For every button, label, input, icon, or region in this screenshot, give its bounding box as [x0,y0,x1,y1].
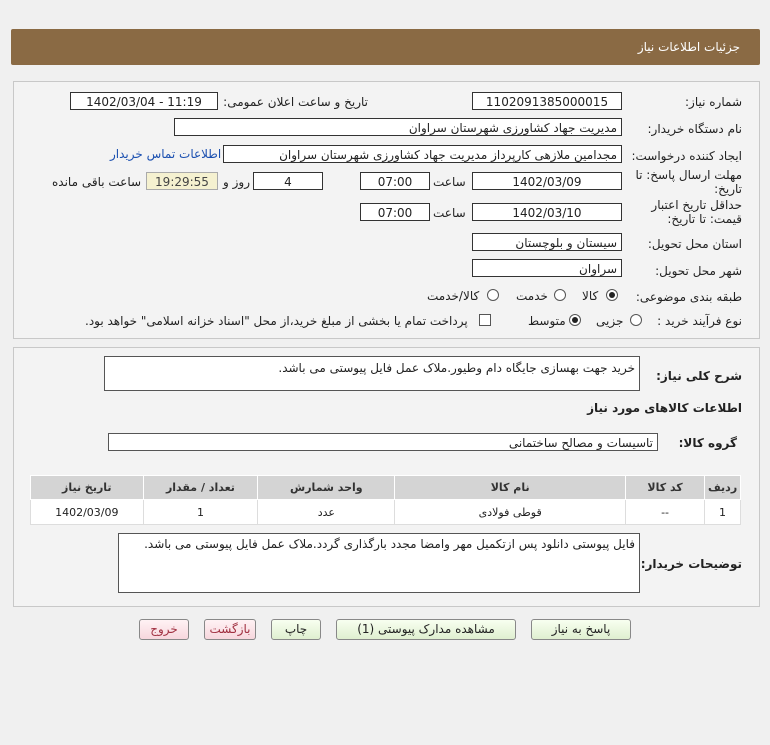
category-radio-goods[interactable] [606,289,618,301]
summary-label: شرح کلی نیاز: [656,369,742,383]
cell-code: -- [626,500,705,525]
back-button[interactable]: بازگشت [204,619,256,640]
cell-quantity: 1 [143,500,258,525]
reply-button[interactable]: پاسخ به نیاز [531,619,631,640]
exit-button[interactable]: خروج [139,619,189,640]
category-radio-goods-service[interactable] [487,289,499,301]
announce-label: تاریخ و ساعت اعلان عمومی: [223,95,368,109]
category-option-service: خدمت [516,289,548,303]
treasury-checkbox[interactable] [479,314,491,326]
deadline-time-label: ساعت [433,175,466,189]
table-row[interactable] [31,500,741,525]
deadline-time-field[interactable]: 07:00 [360,172,430,190]
province-label: استان محل تحویل: [647,237,742,251]
buyer-org-label: نام دستگاه خریدار: [647,122,742,136]
cell-date: 1402/03/09 [31,500,144,525]
col-header-row-number: ردیف [705,476,741,500]
category-option-goods-service: کالا/خدمت [427,289,480,303]
summary-field[interactable]: خرید جهت بهسازی جایگاه دام وطیور.ملاک عمل فایل پیوستی می باشد. [104,356,640,391]
col-header-unit: واحد شمارش [258,476,395,500]
creator-label: ایجاد کننده درخواست: [631,149,742,163]
price-validity-time-field[interactable]: 07:00 [360,203,430,221]
notes-field[interactable]: فایل پیوستی دانلود پس ازتکمیل مهر وامضا مجدد بارگذاری گردد.ملاک عمل فایل پیوستی می باشد. [118,533,640,593]
goods-section-title: اطلاعات کالاهای مورد نیاز [587,401,742,415]
buyer-org-field[interactable]: مدیریت جهاد کشاورزی شهرستان سراوان [174,118,622,136]
goods-table [30,475,741,525]
cell-unit: عدد [258,500,395,525]
remaining-timer: 19:29:55 [146,172,218,190]
attachments-button[interactable]: مشاهده مدارک پیوستی (1) [336,619,516,640]
city-field[interactable]: سراوان [472,259,622,277]
cell-name: قوطی فولادی [395,500,626,525]
price-validity-time-label: ساعت [433,206,466,220]
category-option-goods: کالا [582,289,599,303]
price-validity-label: حداقل تاریخ اعتبار قیمت: تا تاریخ: [651,198,742,226]
creator-field[interactable]: مجدامین ملازهی کارپرداز مدیریت جهاد کشاورزی شهرستان سراوان [223,145,622,163]
deadline-date-field[interactable]: 1402/03/09 [472,172,622,190]
category-label: طبقه بندی موضوعی: [635,290,742,304]
province-field[interactable]: سیستان و بلوچستان [472,233,622,251]
remaining-label: ساعت باقی مانده [52,175,142,189]
table-header-row [31,476,741,500]
col-header-date: تاریخ نیاز [31,476,144,500]
contact-info-link[interactable]: اطلاعات تماس خریدار [110,147,222,161]
days-field[interactable]: 4 [253,172,323,190]
deadline-label: مهلت ارسال پاسخ: تا تاریخ: [635,168,742,196]
announce-field[interactable]: 1402/03/04 - 11:19 [70,92,218,110]
page-header [11,29,760,65]
page-title: جزئیات اطلاعات نیاز [637,40,740,54]
process-label: نوع فرآیند خرید : [657,314,742,328]
payment-note: پرداخت تمام یا بخشی از مبلغ خرید،از محل "اسناد خزانه اسلامی" خواهد بود. [85,314,468,328]
category-radio-service[interactable] [554,289,566,301]
group-field[interactable]: تاسیسات و مصالح ساختمانی [108,433,658,451]
col-header-quantity: تعداد / مقدار [143,476,258,500]
price-validity-date-field[interactable]: 1402/03/10 [472,203,622,221]
print-button[interactable]: چاپ [271,619,321,640]
col-header-code: کد کالا [626,476,705,500]
process-option-minor: جزیی [596,314,624,328]
days-label: روز و [223,175,250,189]
process-radio-minor[interactable] [630,314,642,326]
need-number-field[interactable]: 1102091385000015 [472,92,622,110]
city-label: شهر محل تحویل: [655,264,742,278]
cell-row-number: 1 [705,500,741,525]
group-label: گروه کالا: [678,436,737,450]
process-radio-medium[interactable] [569,314,581,326]
notes-label: توضیحات خریدار: [640,557,742,571]
need-number-label: شماره نیاز: [685,95,742,109]
process-option-medium: متوسط [528,314,566,328]
col-header-name: نام کالا [395,476,626,500]
